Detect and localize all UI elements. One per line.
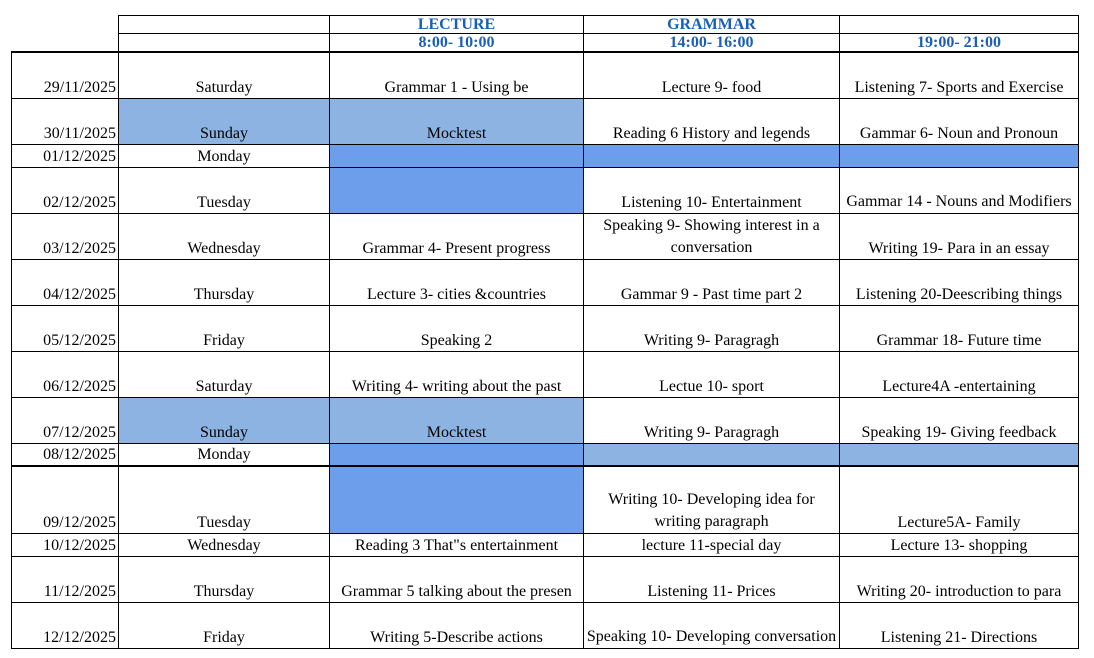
slot3-cell: Gammar 6- Noun and Pronoun: [840, 98, 1079, 144]
day-cell: Thursday: [119, 557, 330, 603]
day-cell: Tuesday: [119, 167, 330, 213]
slot2-cell: Listening 10- Entertainment: [584, 167, 840, 213]
slot2-cell: [584, 443, 840, 466]
header-time-slot2: 14:00- 16:00: [584, 34, 840, 53]
day-cell: Sunday: [119, 397, 330, 443]
table-row: [12, 144, 1079, 167]
day-cell: Saturday: [119, 351, 330, 397]
day-cell: Tuesday: [119, 466, 330, 534]
slot3-cell: Listening 21- Directions: [840, 603, 1079, 649]
table-row: [12, 305, 1079, 351]
header-time-slot3: 19:00- 21:00: [840, 34, 1079, 53]
slot1-cell: Grammar 5 talking about the presen: [330, 557, 584, 603]
date-cell: 11/12/2025: [12, 557, 119, 603]
slot3-cell: Lecture5A- Family: [840, 466, 1079, 534]
day-cell: Friday: [119, 305, 330, 351]
table-row: [12, 397, 1079, 443]
header-grammar: GRAMMAR: [584, 16, 840, 34]
schedule-table: [11, 15, 1079, 649]
slot1-cell: Mocktest: [330, 397, 584, 443]
date-cell: 07/12/2025: [12, 397, 119, 443]
table-row: [12, 557, 1079, 603]
slot1-cell: Speaking 2: [330, 305, 584, 351]
slot1-cell: [330, 144, 584, 167]
slot1-cell: [330, 443, 584, 466]
header-time-slot1: 8:00- 10:00: [330, 34, 584, 53]
date-cell: 12/12/2025: [12, 603, 119, 649]
table-row: [12, 603, 1079, 649]
slot3-cell: [840, 144, 1079, 167]
table-row: [12, 443, 1079, 466]
table-row: [12, 534, 1079, 557]
header-row-2: [12, 34, 1079, 53]
slot3-cell: Writing 20- introduction to para: [840, 557, 1079, 603]
table-row: [12, 466, 1079, 534]
day-cell: Wednesday: [119, 213, 330, 259]
slot2-cell: Writing 9- Paragragh: [584, 305, 840, 351]
day-cell: Sunday: [119, 98, 330, 144]
slot1-cell: [330, 466, 584, 534]
slot1-cell: Mocktest: [330, 98, 584, 144]
date-cell: 02/12/2025: [12, 167, 119, 213]
table-row: [12, 52, 1079, 98]
slot2-cell: lecture 11-special day: [584, 534, 840, 557]
day-cell: Friday: [119, 603, 330, 649]
slot3-cell: Listening 7- Sports and Exercise: [840, 52, 1079, 98]
slot3-cell: Speaking 19- Giving feedback: [840, 397, 1079, 443]
slot2-cell: [584, 144, 840, 167]
slot3-cell: Gammar 14 - Nouns and Modifiers: [840, 167, 1079, 213]
slot3-cell: [840, 443, 1079, 466]
slot1-cell: Grammar 4- Present progress: [330, 213, 584, 259]
date-cell: 05/12/2025: [12, 305, 119, 351]
table-row: [12, 167, 1079, 213]
slot2-cell: Reading 6 History and legends: [584, 98, 840, 144]
date-cell: 06/12/2025: [12, 351, 119, 397]
slot3-cell: Grammar 18- Future time: [840, 305, 1079, 351]
day-cell: Monday: [119, 144, 330, 167]
slot2-cell: Lectue 10- sport: [584, 351, 840, 397]
slot1-cell: Lecture 3- cities &countries: [330, 259, 584, 305]
slot1-cell: Grammar 1 - Using be: [330, 52, 584, 98]
header-day: [119, 16, 330, 34]
slot2-cell: Speaking 9- Showing interest in a conversation: [584, 213, 840, 259]
slot1-cell: Reading 3 That"s entertainment: [330, 534, 584, 557]
slot3-cell: Lecture4A -entertaining: [840, 351, 1079, 397]
table-row: [12, 259, 1079, 305]
slot2-cell: Writing 9- Paragragh: [584, 397, 840, 443]
date-cell: 03/12/2025: [12, 213, 119, 259]
slot2-cell: Lecture 9- food: [584, 52, 840, 98]
day-cell: Wednesday: [119, 534, 330, 557]
date-cell: 30/11/2025: [12, 98, 119, 144]
header-slot3: [840, 16, 1079, 34]
table-row: [12, 98, 1079, 144]
header-row-1: [12, 16, 1079, 34]
slot3-cell: Writing 19- Para in an essay: [840, 213, 1079, 259]
date-cell: 09/12/2025: [12, 466, 119, 534]
slot1-cell: Writing 4- writing about the past: [330, 351, 584, 397]
slot2-cell: Listening 11- Prices: [584, 557, 840, 603]
slot1-cell: [330, 167, 584, 213]
day-cell: Monday: [119, 443, 330, 466]
table-row: [12, 351, 1079, 397]
slot2-cell: Speaking 10- Developing conversation: [584, 603, 840, 649]
slot1-cell: Writing 5-Describe actions: [330, 603, 584, 649]
header-time-day: [119, 34, 330, 53]
date-cell: 01/12/2025: [12, 144, 119, 167]
day-cell: Saturday: [119, 52, 330, 98]
day-cell: Thursday: [119, 259, 330, 305]
slot2-cell: Gammar 9 - Past time part 2: [584, 259, 840, 305]
date-cell: 04/12/2025: [12, 259, 119, 305]
date-cell: 29/11/2025: [12, 52, 119, 98]
date-cell: 08/12/2025: [12, 443, 119, 466]
slot3-cell: Listening 20-Deescribing things: [840, 259, 1079, 305]
table-row: [12, 213, 1079, 259]
slot2-cell: Writing 10- Developing idea for writing paragraph: [584, 466, 840, 534]
slot3-cell: Lecture 13- shopping: [840, 534, 1079, 557]
date-cell: 10/12/2025: [12, 534, 119, 557]
header-lecture: LECTURE: [330, 16, 584, 34]
